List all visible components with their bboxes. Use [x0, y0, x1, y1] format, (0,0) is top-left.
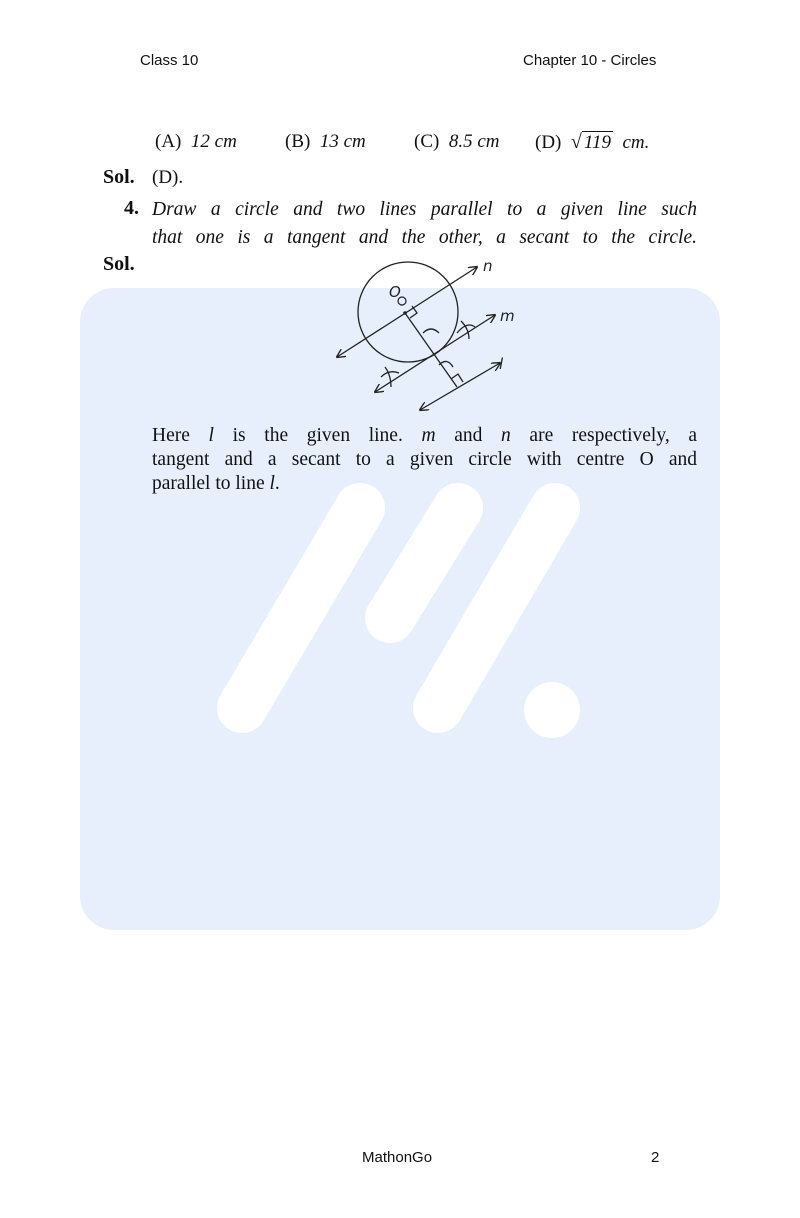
page-number: 2 [651, 1149, 660, 1166]
option-b: (B) 13 cm [285, 131, 366, 152]
option-d: (D) √ 119 cm. [535, 131, 650, 153]
label-m: m [500, 307, 515, 325]
solution-answer: (D). [152, 167, 184, 188]
solution-label: Sol. [103, 166, 135, 188]
label-n: n [483, 257, 493, 275]
right-angle-mark-top [410, 306, 417, 318]
solution-explanation [152, 424, 697, 496]
label-l: l [499, 355, 504, 373]
label-center-o: O [389, 283, 401, 301]
question-line-1: Draw a circle and two lines parallel to a given line such [152, 199, 697, 220]
explanation-line-2: tangent and a secant to a given circle with centre O and [152, 449, 697, 470]
solution-label-2: Sol. [103, 253, 135, 275]
question-number: 4. [124, 197, 139, 219]
question-text [152, 196, 697, 252]
radical-icon: √ [570, 131, 582, 153]
cross-arc-left [381, 367, 399, 387]
question-line-2: that one is a tangent and the other, a secant to the circle. [152, 227, 697, 248]
line-l [420, 363, 500, 410]
arc-mark-1 [423, 329, 439, 333]
explanation-line-1: Here l is the given line. m and n are respectively, a [152, 425, 697, 446]
perpendicular-line [405, 313, 457, 387]
footer-brand: MathonGo [362, 1149, 433, 1166]
header-class: Class 10 [140, 52, 199, 69]
construction-figure [325, 255, 525, 420]
option-a: (A) 12 cm [155, 131, 237, 152]
explanation-line-3: parallel to line l. [152, 473, 280, 494]
square-root-expression: √ 119 [570, 131, 611, 153]
line-m [375, 315, 495, 392]
option-c: (C) 8.5 cm [414, 131, 500, 152]
header-chapter: Chapter 10 - Circles [523, 52, 657, 69]
